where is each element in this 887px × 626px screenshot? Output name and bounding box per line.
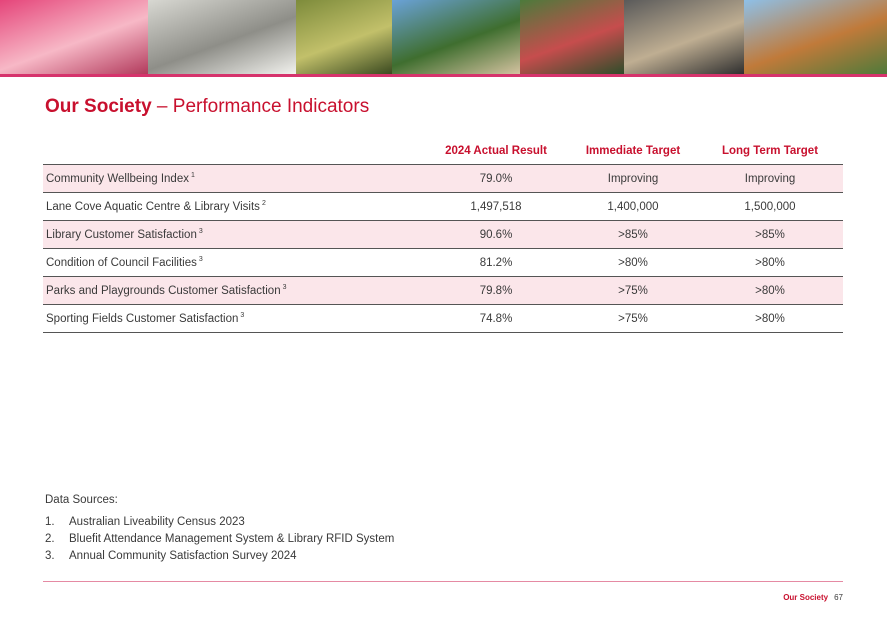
table-header-row xyxy=(43,138,843,165)
indicator-cell xyxy=(43,193,423,221)
footnote-ref: 3 xyxy=(282,284,287,292)
long-term-target-cell: >85% xyxy=(697,221,843,249)
source-text: Bluefit Attendance Management System & Library RFID System xyxy=(69,533,395,545)
indicator-label: Community Wellbeing Index xyxy=(46,172,189,185)
immediate-target-cell: Improving xyxy=(569,165,697,193)
page-number: 67 xyxy=(834,593,843,602)
immediate-target-cell: >80% xyxy=(569,249,697,277)
footnote-ref: 3 xyxy=(240,312,245,320)
footnote-ref: 2 xyxy=(261,200,266,208)
actual-result-cell: 1,497,518 xyxy=(423,193,569,221)
data-sources-heading: Data Sources: xyxy=(45,494,118,506)
source-number: 2. xyxy=(45,533,55,545)
actual-result-cell: 79.8% xyxy=(423,277,569,305)
long-term-target-cell: 1,500,000 xyxy=(697,193,843,221)
photo-kids-outdoors xyxy=(392,0,520,74)
source-number: 1. xyxy=(45,516,55,528)
actual-result-cell: 79.0% xyxy=(423,165,569,193)
header-photo-strip xyxy=(0,0,887,74)
indicator-cell xyxy=(43,221,423,249)
indicator-label: Sporting Fields Customer Satisfaction xyxy=(46,312,239,325)
long-term-target-cell: Improving xyxy=(697,165,843,193)
indicator-cell xyxy=(43,305,423,333)
table-row xyxy=(43,165,843,193)
immediate-target-cell: 1,400,000 xyxy=(569,193,697,221)
footnote-ref: 1 xyxy=(190,172,195,180)
indicator-label: Parks and Playgrounds Customer Satisfaction xyxy=(46,284,281,297)
table-row xyxy=(43,193,843,221)
performance-indicators-table xyxy=(43,138,843,333)
long-term-target-cell: >80% xyxy=(697,305,843,333)
header-divider xyxy=(0,74,887,77)
photo-frog xyxy=(296,0,392,74)
indicator-label: Library Customer Satisfaction xyxy=(46,228,197,241)
immediate-target-cell: >75% xyxy=(569,305,697,333)
source-text: Annual Community Satisfaction Survey 2024 xyxy=(69,550,297,562)
actual-result-cell: 90.6% xyxy=(423,221,569,249)
source-text: Australian Liveability Census 2023 xyxy=(69,516,245,528)
indicator-label: Lane Cove Aquatic Centre & Library Visits xyxy=(46,200,260,213)
photo-electric-cars xyxy=(148,0,296,74)
source-item xyxy=(45,548,394,565)
source-item xyxy=(45,531,394,548)
indicator-cell xyxy=(43,165,423,193)
table-row xyxy=(43,305,843,333)
page-title-bold: Our Society xyxy=(45,96,152,117)
long-term-target-cell: >80% xyxy=(697,249,843,277)
footer-section: Our Society xyxy=(783,593,829,602)
source-number: 3. xyxy=(45,550,55,562)
indicator-cell xyxy=(43,277,423,305)
header-immediate-target: Immediate Target xyxy=(569,138,697,165)
table-row xyxy=(43,221,843,249)
header-actual-result: 2024 Actual Result xyxy=(423,138,569,165)
photo-community-group xyxy=(520,0,624,74)
long-term-target-cell: >80% xyxy=(697,277,843,305)
footnote-ref: 3 xyxy=(198,228,203,236)
page-title-rest: – Performance Indicators xyxy=(151,96,370,117)
photo-children-playing xyxy=(0,0,148,74)
footnote-ref: 3 xyxy=(198,256,203,264)
photo-building-park xyxy=(744,0,887,74)
indicator-label: Condition of Council Facilities xyxy=(46,256,197,269)
source-item xyxy=(45,514,394,531)
page-title xyxy=(45,96,369,118)
page-footer xyxy=(783,593,843,602)
immediate-target-cell: >75% xyxy=(569,277,697,305)
indicator-cell xyxy=(43,249,423,277)
actual-result-cell: 74.8% xyxy=(423,305,569,333)
actual-result-cell: 81.2% xyxy=(423,249,569,277)
header-indicator xyxy=(43,138,423,165)
immediate-target-cell: >85% xyxy=(569,221,697,249)
header-long-term-target: Long Term Target xyxy=(697,138,843,165)
photo-street-walk xyxy=(624,0,744,74)
table-row xyxy=(43,249,843,277)
data-sources-list xyxy=(45,514,394,565)
table-row xyxy=(43,277,843,305)
data-sources xyxy=(45,494,394,565)
footer-divider xyxy=(43,581,843,582)
